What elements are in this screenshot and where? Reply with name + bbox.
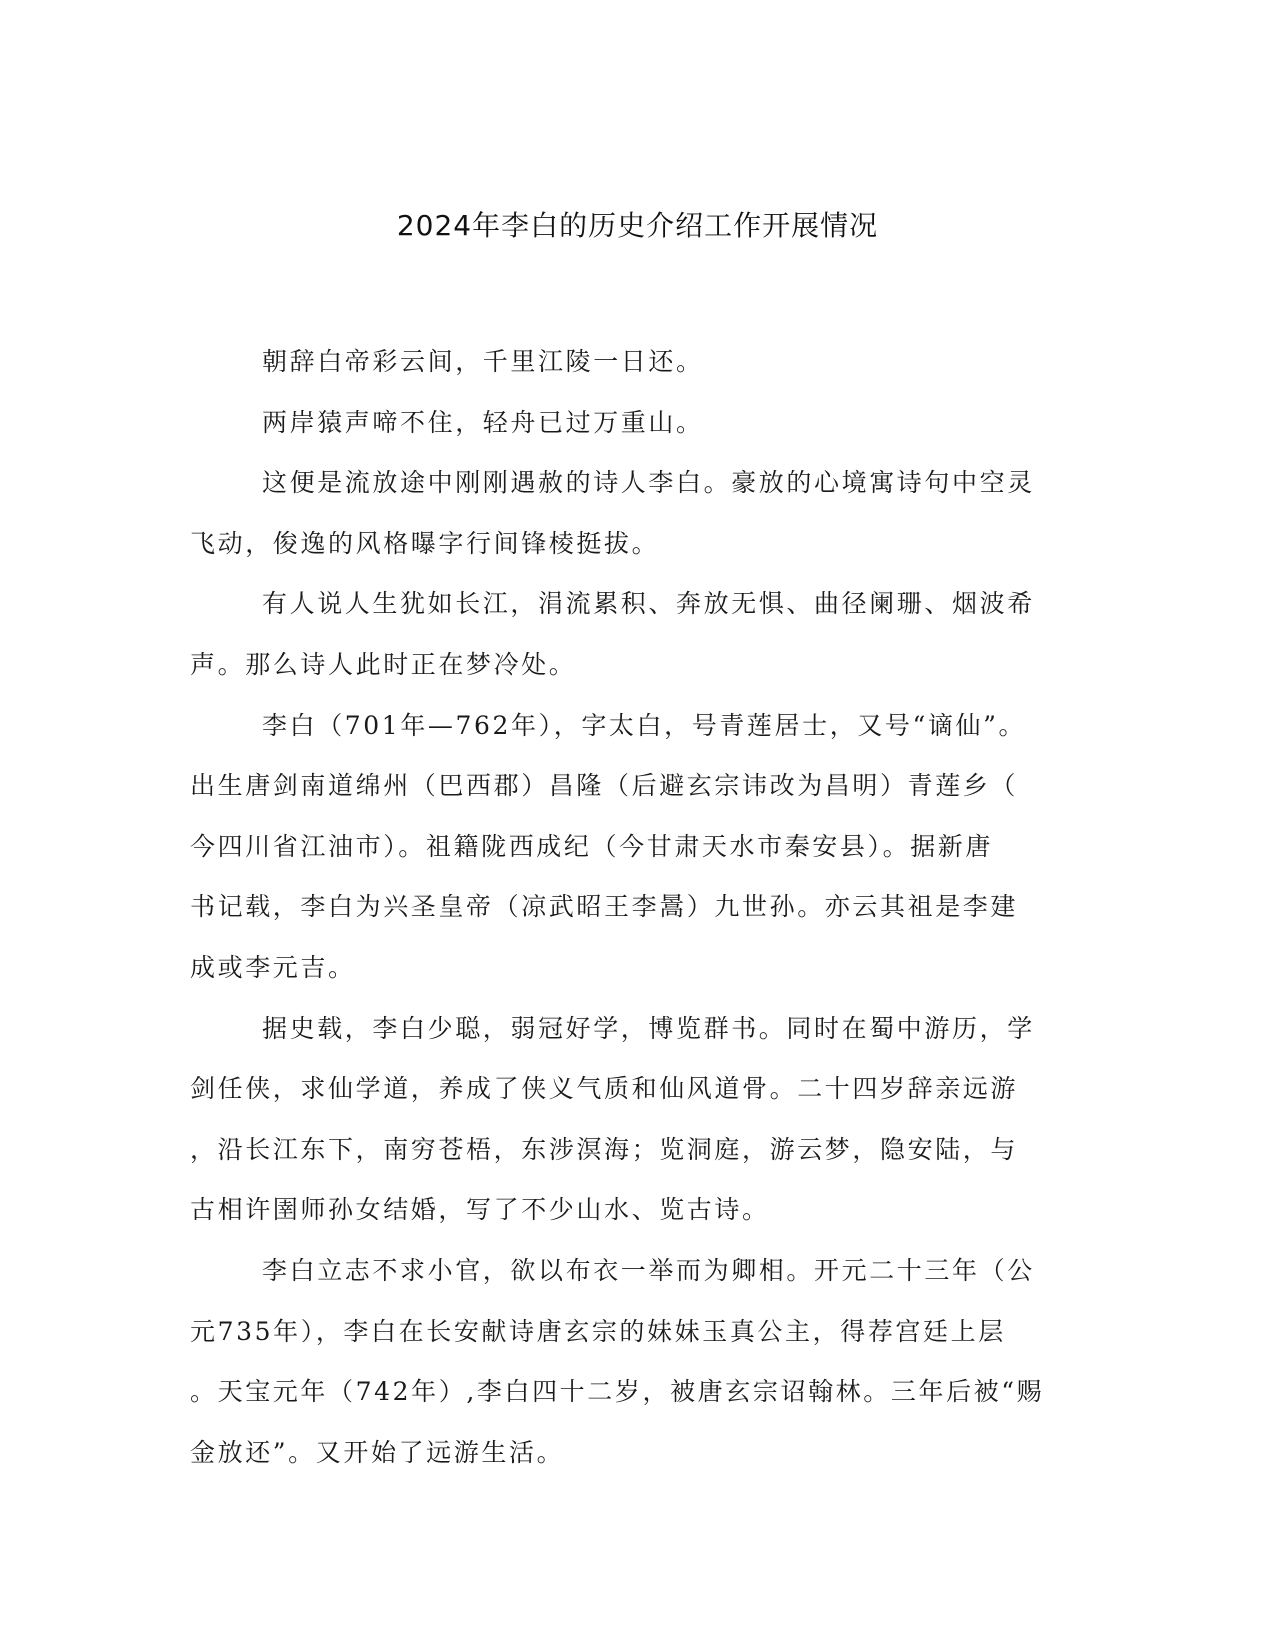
paragraph (190, 453, 1080, 574)
text-line: 元735年），李白在长安献诗唐玄宗的妹妹玉真公主，得荐宫廷上层 (190, 1316, 1006, 1346)
text-line: 李白（701年—762年），字太白，号青莲居士，又号“谪仙”。 (262, 710, 1027, 740)
text-line: 声。那么诗人此时正在梦冷处。 (190, 649, 577, 679)
text-line: 。天宝元年（742年）,李白四十二岁，被唐玄宗诏翰林。三年后被“赐 (190, 1377, 1045, 1407)
paragraph (190, 574, 1080, 695)
text-line: 这便是流放途中刚刚遇赦的诗人李白。豪放的心境寓诗句中空灵 (262, 468, 1035, 498)
paragraph (190, 393, 1080, 454)
text-line: 两岸猿声啼不住，轻舟已过万重山。 (262, 407, 704, 437)
text-line: 古相许圉师孙女结婚，写了不少山水、览古诗。 (190, 1195, 770, 1225)
text-line: 剑任侠，求仙学道，养成了侠义气质和仙风道骨。二十四岁辞亲远游 (190, 1074, 1019, 1104)
text-line: 李白立志不求小官，欲以布衣一举而为卿相。开元二十三年（公 (262, 1255, 1035, 1285)
text-line: 据史载，李白少聪，弱冠好学，博览群书。同时在蜀中游历，学 (262, 1013, 1035, 1043)
text-line: 今四川省江油市）。祖籍陇西成纪（今甘肃天水市秦安县）。据新唐 (190, 831, 994, 861)
text-line: 飞动，俊逸的风格曝字行间锋棱挺拔。 (190, 528, 660, 558)
paragraph (190, 696, 1080, 999)
text-line: 出生唐剑南道绵州（巴西郡）昌隆（后避玄宗讳改为昌明）青莲乡（ (190, 771, 1019, 801)
paragraph (190, 999, 1080, 1241)
text-line: 朝辞白帝彩云间，千里江陵一日还。 (262, 347, 704, 376)
document-title: 2024年李白的历史介绍工作开展情况 (396, 209, 879, 242)
paragraph (190, 1241, 1080, 1483)
text-line: 成或李元吉。 (190, 952, 356, 982)
text-line: 金放还”。又开始了远游生活。 (190, 1437, 565, 1467)
text-line: 书记载，李白为兴圣皇帝（凉武昭王李暠）九世孙。亦云其祖是李建 (190, 892, 1019, 922)
text-line: 有人说人生犹如长江，涓流累积、奔放无惧、曲径阑珊、烟波希 (262, 589, 1035, 619)
paragraph (190, 332, 1080, 393)
document-body (190, 332, 1080, 1483)
text-line: ，沿长江东下，南穷苍梧，东涉溟海；览洞庭，游云梦，隐安陆，与 (190, 1134, 1019, 1164)
